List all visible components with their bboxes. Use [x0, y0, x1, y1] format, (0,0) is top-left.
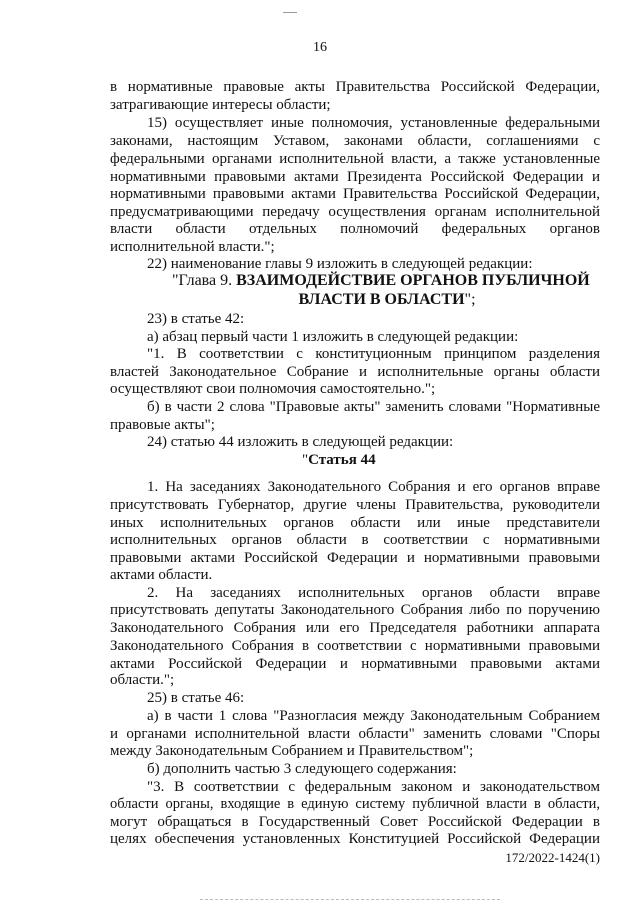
- text-line: 2. На заседаниях исполнительных органов области вправе: [147, 584, 600, 601]
- text-line: осуществляют свои полномочия самостоятельно.";: [110, 381, 436, 398]
- text-line: а) абзац первый части 1 изложить в следующей редакции:: [147, 329, 519, 346]
- chapter-heading-line: [172, 291, 602, 309]
- chapter-title-close: ";: [464, 290, 476, 308]
- text-line: затрагивающие интересы области;: [110, 96, 331, 113]
- text-line: целях обеспечения установленных Конституцией Российской Федерации: [110, 831, 600, 847]
- text-line: присутствовать Губернатор, другие члены Правительства, руководители: [110, 496, 600, 513]
- text-line: Законодательного Собрания в соответствии с нормативными правовыми: [110, 637, 600, 654]
- text-line: области.";: [110, 672, 175, 689]
- text-line: предусматривающими передачу осуществления органам исполнительной: [110, 204, 600, 221]
- text-line: области органы, входящие в единую систему публичной власти в области,: [110, 796, 600, 813]
- chapter-title-part2: ВЛАСТИ В ОБЛАСТИ: [298, 290, 465, 308]
- text-line: исполнительной власти.";: [110, 238, 275, 255]
- text-line: могут обращаться в Государственный Совет Российской Федерации в: [110, 814, 600, 831]
- article-quote: ": [302, 452, 309, 469]
- bottom-scan-artifact: [200, 899, 500, 902]
- text-line: законами, настоящим Уставом, законами области, соглашениями с: [110, 133, 600, 150]
- text-line: исполнительных органов области в соответствии с нормативными: [110, 532, 600, 549]
- text-line: 25) в статье 46:: [147, 690, 245, 707]
- text-line: 23) в статье 42:: [147, 311, 245, 328]
- text-line: в нормативные правовые акты Правительства Российской Федерации,: [110, 79, 600, 95]
- text-line: актами области.: [110, 566, 213, 583]
- text-line: и органами исполнительной власти области" заменить словами "Споры: [110, 725, 600, 742]
- text-line: 1. На заседаниях Законодательного Собрания и его органов вправе: [147, 479, 600, 496]
- text-line: правовые акты";: [110, 416, 215, 433]
- text-line: нормативными правовыми актами Президента Российской Федерации и: [110, 168, 600, 185]
- chapter-label: "Глава 9.: [172, 272, 237, 290]
- page-number: 16: [313, 40, 327, 55]
- chapter-title-part1: ВЗАИМОДЕЙСТВИЕ ОРГАНОВ ПУБЛИЧНОЙ: [236, 272, 590, 290]
- text-line: Законодательного Собрания или его Председателя работники аппарата: [110, 620, 600, 637]
- text-line: властей Законодательное Собрание и исполнительные органы области: [110, 363, 600, 380]
- document-code: 172/2022-1424(1): [505, 850, 600, 865]
- text-line: присутствовать депутаты Законодательного Собрания либо по поручению: [110, 602, 600, 619]
- text-line: "3. В соответствии с федеральным законом и законодательством: [147, 778, 600, 795]
- text-line: нормативными правовыми актами Правительства Российской Федерации,: [110, 186, 600, 203]
- text-line: а) в части 1 слова "Разногласия между Законодательным Собранием: [147, 707, 600, 724]
- article-heading: [302, 451, 462, 469]
- text-line: б) дополнить частью 3 следующего содержания:: [147, 761, 457, 778]
- text-line: 15) осуществляет иные полномочия, установленные федеральными: [147, 115, 600, 132]
- text-line: б) в части 2 слова "Правовые акты" заменить словами "Нормативные: [147, 399, 600, 416]
- text-line: "1. В соответствии с конституционным принципом разделения: [147, 345, 600, 362]
- text-line: актами Российской Федерации и нормативными правовыми актами: [110, 655, 600, 672]
- top-scan-mark: [283, 12, 297, 13]
- chapter-heading-line: [172, 272, 602, 290]
- text-line: 22) наименование главы 9 изложить в следующей редакции:: [147, 256, 533, 273]
- text-line: правовыми актами Российской Федерации и нормативными правовыми: [110, 550, 600, 567]
- text-line: между Законодательным Собранием и Правительством";: [110, 743, 474, 760]
- article-title: Статья 44: [308, 452, 376, 469]
- text-line: власти области отдельных полномочий федеральных органов: [110, 220, 600, 237]
- text-line: 24) статью 44 изложить в следующей редакции:: [147, 434, 454, 451]
- text-line: иных исполнительных органов области или иные представители: [110, 514, 600, 531]
- text-line: федеральными органами исполнительной власти, а также установленные: [110, 150, 600, 167]
